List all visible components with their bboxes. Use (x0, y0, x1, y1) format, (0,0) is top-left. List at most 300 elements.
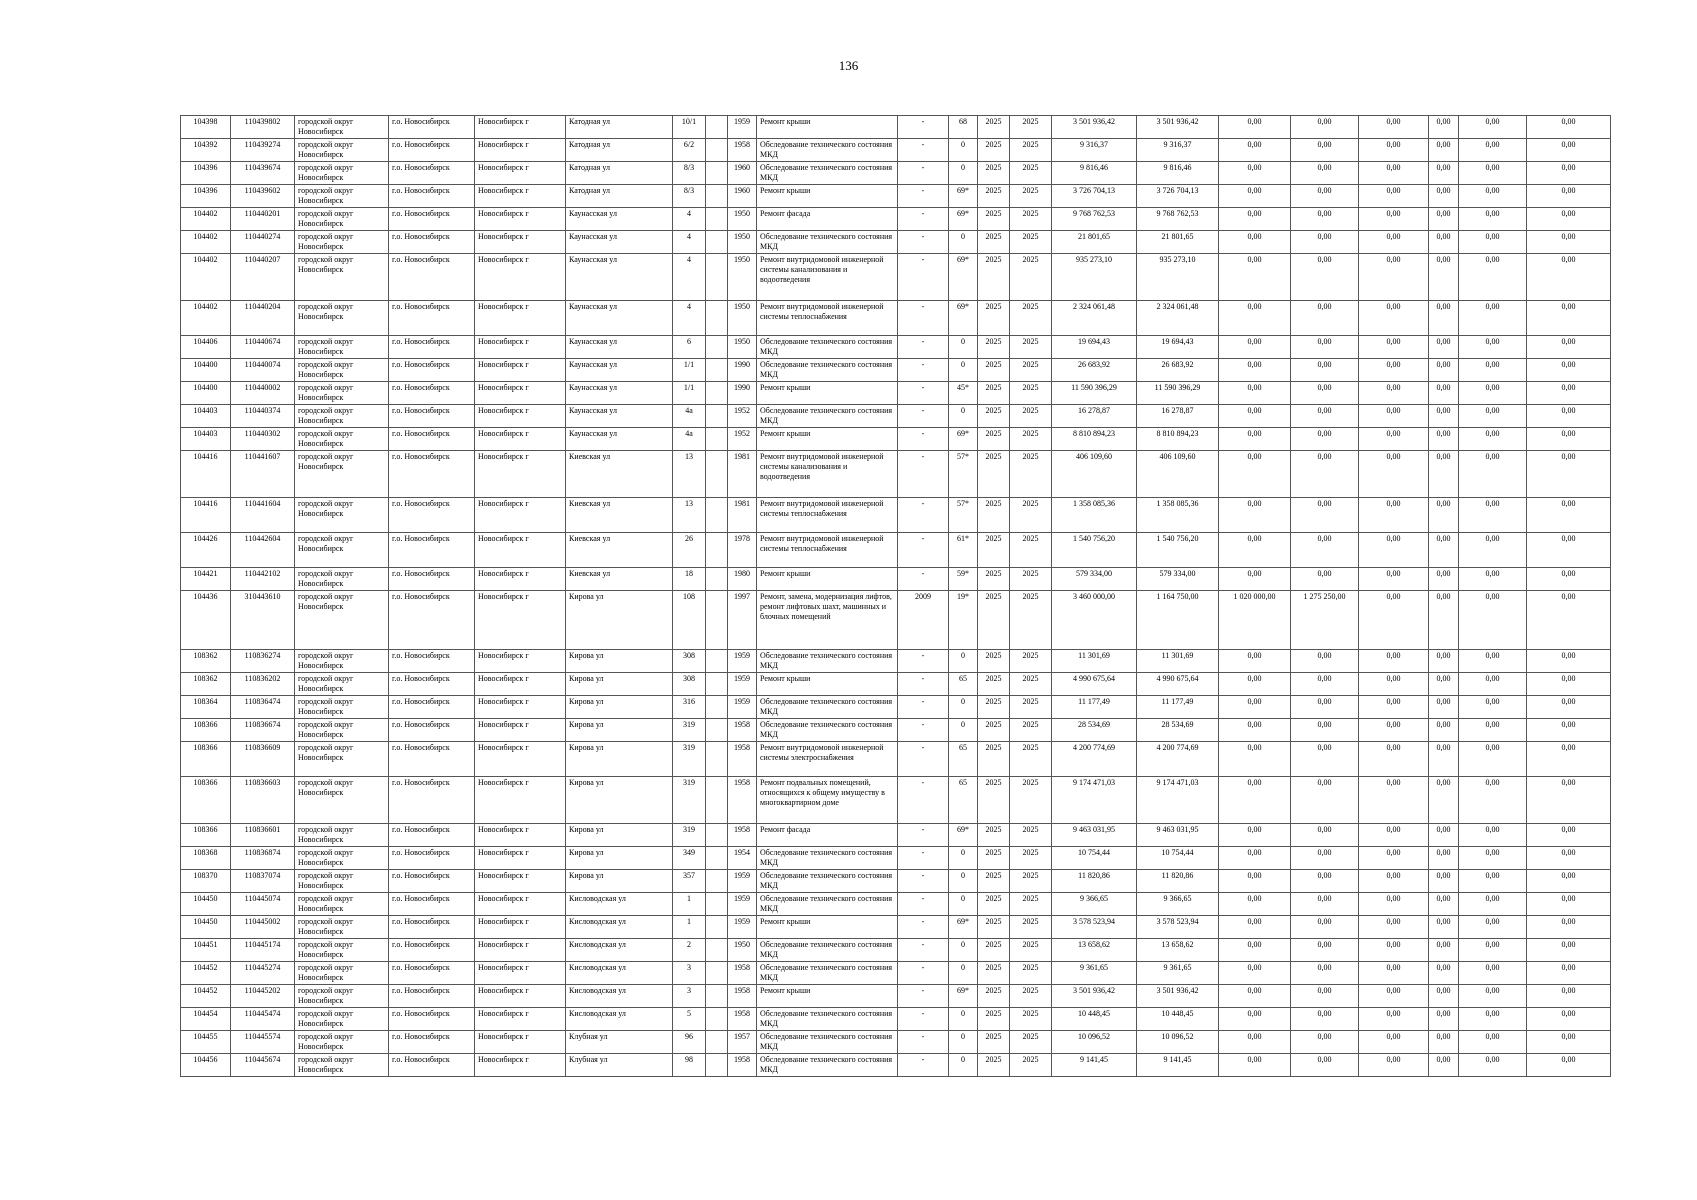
table-cell: 104403 (181, 428, 231, 451)
table-cell: городской округ Новосибирск (295, 870, 389, 893)
table-cell: 0,00 (1429, 696, 1459, 719)
table-cell: Обследование технического состояния МКД (757, 847, 898, 870)
table-cell (706, 1031, 728, 1054)
table-cell: 0,00 (1429, 847, 1459, 870)
table-cell: 2025 (978, 870, 1010, 893)
table-cell: 3 501 936,42 (1137, 116, 1219, 139)
table-cell: 0,00 (1527, 336, 1611, 359)
table-cell: 0,00 (1219, 451, 1291, 498)
table-cell: Обследование технического состояния МКД (757, 870, 898, 893)
table-cell: 2025 (978, 742, 1010, 777)
table-cell: 0,00 (1219, 382, 1291, 405)
table-cell: Каунасская ул (566, 428, 673, 451)
table-cell: 0,00 (1291, 742, 1359, 777)
table-cell: 0,00 (1291, 336, 1359, 359)
table-cell: 0,00 (1459, 301, 1527, 336)
table-row (181, 208, 1611, 231)
table-cell: 0,00 (1459, 742, 1527, 777)
table-cell: 4 990 675,64 (1052, 673, 1137, 696)
table-cell: 0,00 (1359, 591, 1429, 650)
table-cell: 2025 (978, 568, 1010, 591)
table-cell: 0,00 (1429, 719, 1459, 742)
table-row (181, 985, 1611, 1008)
table-cell: 0,00 (1527, 568, 1611, 591)
table-cell: г.о. Новосибирск (389, 870, 475, 893)
table-cell: 0,00 (1359, 382, 1429, 405)
table-cell: Новосибирск г (475, 650, 566, 673)
table-cell: 0,00 (1291, 916, 1359, 939)
table-cell: Новосибирск г (475, 185, 566, 208)
table-cell: 110836603 (231, 777, 295, 824)
table-cell: 0,00 (1219, 916, 1291, 939)
table-cell: Новосибирск г (475, 673, 566, 696)
table-cell: Ремонт крыши (757, 428, 898, 451)
table-cell: 0,00 (1219, 777, 1291, 824)
table-cell: городской округ Новосибирск (295, 336, 389, 359)
table-cell: Новосибирск г (475, 162, 566, 185)
table-cell: 110836601 (231, 824, 295, 847)
table-cell: 0,00 (1527, 359, 1611, 382)
table-cell: 2025 (1010, 650, 1052, 673)
table-row (181, 870, 1611, 893)
table-cell: 0,00 (1459, 498, 1527, 533)
table-cell: 0,00 (1359, 359, 1429, 382)
table-cell: 13 (673, 498, 706, 533)
table-cell: Ремонт крыши (757, 185, 898, 208)
table-cell: 4а (673, 405, 706, 428)
table-cell: г.о. Новосибирск (389, 405, 475, 428)
table-cell: Обследование технического состояния МКД (757, 359, 898, 382)
table-cell: 4 (673, 208, 706, 231)
table-cell: 8/3 (673, 185, 706, 208)
table-cell: - (898, 382, 949, 405)
table-cell: 3 501 936,42 (1052, 116, 1137, 139)
table-cell: Новосибирск г (475, 359, 566, 382)
table-cell: - (898, 673, 949, 696)
table-cell (706, 939, 728, 962)
table-cell: Новосибирск г (475, 208, 566, 231)
table-cell: городской округ Новосибирск (295, 719, 389, 742)
table-cell: 2025 (978, 359, 1010, 382)
table-cell: - (898, 359, 949, 382)
table-cell: 0,00 (1429, 139, 1459, 162)
table-cell: 0,00 (1219, 498, 1291, 533)
table-cell: Обследование технического состояния МКД (757, 162, 898, 185)
table-cell: 26 683,92 (1052, 359, 1137, 382)
table-cell: Кирова ул (566, 650, 673, 673)
table-cell: 2025 (978, 1008, 1010, 1031)
table-cell: 0,00 (1291, 568, 1359, 591)
table-cell: 0,00 (1527, 870, 1611, 893)
table-cell: 0,00 (1291, 208, 1359, 231)
table-cell: - (898, 847, 949, 870)
table-cell: Новосибирск г (475, 777, 566, 824)
table-cell: 1950 (728, 208, 757, 231)
table-cell: 0,00 (1359, 939, 1429, 962)
table-cell: 0,00 (1359, 1008, 1429, 1031)
table-cell: 2025 (1010, 533, 1052, 568)
table-cell: 0,00 (1359, 777, 1429, 824)
table-cell: Кисловодская ул (566, 893, 673, 916)
table-cell: 0,00 (1219, 1031, 1291, 1054)
table-cell: 104416 (181, 498, 231, 533)
table-cell: 4 (673, 254, 706, 301)
table-cell: 110442102 (231, 568, 295, 591)
table-cell: 2025 (1010, 870, 1052, 893)
table-cell: 0 (949, 231, 978, 254)
table-cell: 2025 (978, 824, 1010, 847)
table-cell: 0,00 (1291, 893, 1359, 916)
table-cell: 0,00 (1527, 185, 1611, 208)
table-cell: 0,00 (1459, 405, 1527, 428)
table-cell: 2 324 061,48 (1052, 301, 1137, 336)
table-cell: 579 334,00 (1137, 568, 1219, 591)
table-row (181, 824, 1611, 847)
table-cell: 3 (673, 962, 706, 985)
table-cell: 0,00 (1527, 382, 1611, 405)
table-row (181, 847, 1611, 870)
table-cell: 0,00 (1219, 673, 1291, 696)
table-cell: 0,00 (1459, 116, 1527, 139)
table-cell: Новосибирск г (475, 847, 566, 870)
table-row (181, 498, 1611, 533)
table-cell: 0,00 (1429, 742, 1459, 777)
table-cell: 110836874 (231, 847, 295, 870)
table-cell: 108366 (181, 777, 231, 824)
table-cell: 0 (949, 719, 978, 742)
table-cell: - (898, 870, 949, 893)
table-cell: 57* (949, 498, 978, 533)
table-cell: Каунасская ул (566, 231, 673, 254)
table-cell: 0,00 (1459, 985, 1527, 1008)
table-cell (706, 916, 728, 939)
table-cell: - (898, 985, 949, 1008)
table-cell: 0,00 (1359, 719, 1429, 742)
table-cell: 1950 (728, 231, 757, 254)
table-row (181, 696, 1611, 719)
table-cell: 65 (949, 673, 978, 696)
table-cell (706, 301, 728, 336)
table-cell (706, 719, 728, 742)
table-cell: 0,00 (1527, 893, 1611, 916)
table-cell: 110836609 (231, 742, 295, 777)
table-cell: 104402 (181, 301, 231, 336)
table-cell: 0,00 (1359, 962, 1429, 985)
table-cell: 0,00 (1459, 162, 1527, 185)
table-cell: 0,00 (1527, 985, 1611, 1008)
table-cell: городской округ Новосибирск (295, 939, 389, 962)
table-cell: 0,00 (1429, 359, 1459, 382)
table-cell: 0,00 (1459, 847, 1527, 870)
table-cell: Ремонт внутридомовой инженерной системы теплоснабжения (757, 301, 898, 336)
table-cell: 3 578 523,94 (1137, 916, 1219, 939)
table-cell: 308 (673, 673, 706, 696)
table-cell: - (898, 405, 949, 428)
table-cell: 0 (949, 139, 978, 162)
table-cell: 2025 (1010, 673, 1052, 696)
table-cell: 9 316,37 (1052, 139, 1137, 162)
table-cell: 2025 (978, 777, 1010, 824)
table-cell: 2025 (1010, 336, 1052, 359)
table-cell: 2025 (978, 208, 1010, 231)
table-cell: Кирова ул (566, 870, 673, 893)
table-cell: 2025 (1010, 742, 1052, 777)
table-cell: 110441607 (231, 451, 295, 498)
table-cell: 0,00 (1527, 777, 1611, 824)
table-cell: Ремонт, замена, модернизация лифтов, ремонт лифтовых шахт, машинных и блочных помещений (757, 591, 898, 650)
table-cell: 1958 (728, 719, 757, 742)
table-cell: г.о. Новосибирск (389, 254, 475, 301)
table-cell: 2025 (978, 696, 1010, 719)
table-cell: 0,00 (1219, 719, 1291, 742)
table-cell: 2025 (978, 301, 1010, 336)
table-cell: 0,00 (1219, 650, 1291, 673)
table-cell: Кирова ул (566, 824, 673, 847)
table-cell: 108362 (181, 650, 231, 673)
table-cell: Катодная ул (566, 162, 673, 185)
table-cell: 59* (949, 568, 978, 591)
table-cell: 1978 (728, 533, 757, 568)
table-cell: 0 (949, 1031, 978, 1054)
table-cell: Кисловодская ул (566, 985, 673, 1008)
table-cell: 1958 (728, 1054, 757, 1077)
table-cell: 0,00 (1359, 116, 1429, 139)
table-cell: г.о. Новосибирск (389, 533, 475, 568)
table-cell: г.о. Новосибирск (389, 719, 475, 742)
table-cell: 2025 (1010, 591, 1052, 650)
table-cell: Ремонт крыши (757, 382, 898, 405)
table-cell: 1950 (728, 336, 757, 359)
table-cell: 0,00 (1459, 568, 1527, 591)
table-cell: 1950 (728, 254, 757, 301)
table-cell: 0,00 (1429, 301, 1459, 336)
table-row (181, 962, 1611, 985)
table-cell: 26 (673, 533, 706, 568)
table-cell (706, 359, 728, 382)
table-cell: 2025 (978, 428, 1010, 451)
table-cell: 104400 (181, 359, 231, 382)
table-cell: Новосибирск г (475, 139, 566, 162)
table-cell: 0,00 (1459, 1054, 1527, 1077)
table-cell (706, 742, 728, 777)
table-cell: 0,00 (1291, 673, 1359, 696)
table-cell: Обследование технического состояния МКД (757, 231, 898, 254)
table-cell: Киевская ул (566, 498, 673, 533)
table-cell: 0,00 (1429, 336, 1459, 359)
table-cell: 1 (673, 916, 706, 939)
table-cell: 110439674 (231, 162, 295, 185)
table-row (181, 254, 1611, 301)
table-cell: 2025 (978, 231, 1010, 254)
table-cell: 0,00 (1291, 847, 1359, 870)
table-cell: 1958 (728, 824, 757, 847)
table-row (181, 591, 1611, 650)
table-cell: 2025 (978, 405, 1010, 428)
table-cell: городской округ Новосибирск (295, 591, 389, 650)
table-cell: Новосибирск г (475, 696, 566, 719)
table-cell: 2 (673, 939, 706, 962)
table-cell: 2025 (1010, 1054, 1052, 1077)
table-cell: 9 141,45 (1052, 1054, 1137, 1077)
table-cell: - (898, 208, 949, 231)
table-cell: 104454 (181, 1008, 231, 1031)
table-cell (706, 824, 728, 847)
table-row (181, 1008, 1611, 1031)
table-cell: 0 (949, 962, 978, 985)
table-cell: 0,00 (1527, 673, 1611, 696)
table-cell: Новосибирск г (475, 962, 566, 985)
table-cell: г.о. Новосибирск (389, 428, 475, 451)
table-cell: 2025 (978, 451, 1010, 498)
table-cell: 0,00 (1459, 359, 1527, 382)
table-cell: 1950 (728, 301, 757, 336)
table-cell: 110439602 (231, 185, 295, 208)
table-cell: 1958 (728, 139, 757, 162)
table-cell: Кирова ул (566, 847, 673, 870)
table-cell: Обследование технического состояния МКД (757, 139, 898, 162)
table-cell: 2025 (978, 498, 1010, 533)
table-cell: г.о. Новосибирск (389, 336, 475, 359)
table-cell: 110442604 (231, 533, 295, 568)
table-cell: 110440674 (231, 336, 295, 359)
table-cell: 13 658,62 (1052, 939, 1137, 962)
table-cell: 8 810 894,23 (1052, 428, 1137, 451)
table-cell: г.о. Новосибирск (389, 139, 475, 162)
table-cell: 1 275 250,00 (1291, 591, 1359, 650)
table-cell: г.о. Новосибирск (389, 451, 475, 498)
table-cell: 2025 (1010, 231, 1052, 254)
table-cell: - (898, 777, 949, 824)
table-cell: 2009 (898, 591, 949, 650)
table-cell: - (898, 231, 949, 254)
table-cell: Кирова ул (566, 696, 673, 719)
table-cell: городской округ Новосибирск (295, 777, 389, 824)
table-cell: 2025 (1010, 139, 1052, 162)
table-cell: городской округ Новосибирск (295, 650, 389, 673)
table-cell: 0,00 (1359, 673, 1429, 696)
table-cell: 0,00 (1527, 939, 1611, 962)
table-cell: 0,00 (1291, 1008, 1359, 1031)
table-cell: 2025 (1010, 428, 1052, 451)
table-cell: 0,00 (1429, 1008, 1459, 1031)
table-cell: 16 278,87 (1052, 405, 1137, 428)
table-cell: 319 (673, 824, 706, 847)
table-row (181, 777, 1611, 824)
table-cell: 0,00 (1429, 405, 1459, 428)
table-cell (706, 847, 728, 870)
table-cell: 0,00 (1429, 533, 1459, 568)
table-cell: 69* (949, 985, 978, 1008)
table-row (181, 451, 1611, 498)
table-cell: 2025 (1010, 162, 1052, 185)
table-cell: - (898, 962, 949, 985)
table-cell: 0,00 (1527, 533, 1611, 568)
table-cell: 110445002 (231, 916, 295, 939)
table-cell: 16 278,87 (1137, 405, 1219, 428)
table-cell: 0,00 (1459, 428, 1527, 451)
table-cell: 13 658,62 (1137, 939, 1219, 962)
table-cell: 110836674 (231, 719, 295, 742)
table-cell: 0,00 (1459, 870, 1527, 893)
table-cell: Ремонт крыши (757, 116, 898, 139)
table-cell: 0,00 (1459, 916, 1527, 939)
table-cell: Новосибирск г (475, 1008, 566, 1031)
table-cell: 0 (949, 893, 978, 916)
table-cell: 0,00 (1359, 428, 1429, 451)
table-cell: 0,00 (1219, 742, 1291, 777)
table-cell: - (898, 893, 949, 916)
table-cell: 45* (949, 382, 978, 405)
table-cell: 3 501 936,42 (1137, 985, 1219, 1008)
table-cell: 0,00 (1527, 824, 1611, 847)
table-cell: 1990 (728, 359, 757, 382)
table-cell: 0,00 (1291, 985, 1359, 1008)
table-cell: 319 (673, 719, 706, 742)
table-cell: 1990 (728, 382, 757, 405)
table-cell: 4 200 774,69 (1052, 742, 1137, 777)
table-cell: 110445274 (231, 962, 295, 985)
table-cell: Новосибирск г (475, 1054, 566, 1077)
table-cell: 104452 (181, 962, 231, 985)
table-cell: 96 (673, 1031, 706, 1054)
table-cell: 319 (673, 742, 706, 777)
table-cell (706, 162, 728, 185)
table-cell: 0,00 (1359, 208, 1429, 231)
table-cell: 0,00 (1527, 1054, 1611, 1077)
table-cell: г.о. Новосибирск (389, 673, 475, 696)
table-cell: 69* (949, 824, 978, 847)
table-cell (706, 231, 728, 254)
table-cell: 108366 (181, 742, 231, 777)
table-cell: городской округ Новосибирск (295, 139, 389, 162)
table-cell: 0 (949, 650, 978, 673)
table-cell: городской округ Новосибирск (295, 673, 389, 696)
table-cell: 110440302 (231, 428, 295, 451)
table-cell: Кисловодская ул (566, 939, 673, 962)
table-cell: городской округ Новосибирск (295, 498, 389, 533)
table-cell: городской округ Новосибирск (295, 162, 389, 185)
table-cell: 3 726 704,13 (1137, 185, 1219, 208)
table-cell: 2025 (1010, 696, 1052, 719)
table-cell: 2025 (1010, 1008, 1052, 1031)
table-cell: 0,00 (1527, 696, 1611, 719)
table-cell: городской округ Новосибирск (295, 116, 389, 139)
table-cell: - (898, 1008, 949, 1031)
table-cell: 110445174 (231, 939, 295, 962)
table-cell: г.о. Новосибирск (389, 939, 475, 962)
table-cell: Ремонт внутридомовой инженерной системы электроснабжения (757, 742, 898, 777)
table-cell: 1 (673, 893, 706, 916)
table-cell: г.о. Новосибирск (389, 568, 475, 591)
table-cell: 1959 (728, 673, 757, 696)
table-cell: городской округ Новосибирск (295, 1008, 389, 1031)
table-cell (706, 498, 728, 533)
table-cell: 2025 (978, 939, 1010, 962)
table-cell: 0,00 (1459, 231, 1527, 254)
table-cell: 1958 (728, 962, 757, 985)
table-cell: 2025 (978, 591, 1010, 650)
table-cell (706, 696, 728, 719)
table-cell: городской округ Новосибирск (295, 185, 389, 208)
table-cell: - (898, 719, 949, 742)
table-cell: 18 (673, 568, 706, 591)
table-cell: 0,00 (1429, 498, 1459, 533)
table-cell: 110445474 (231, 1008, 295, 1031)
table-cell: 1958 (728, 777, 757, 824)
table-cell: 11 590 396,29 (1052, 382, 1137, 405)
table-cell: 10 096,52 (1052, 1031, 1137, 1054)
table-cell: 0,00 (1459, 673, 1527, 696)
